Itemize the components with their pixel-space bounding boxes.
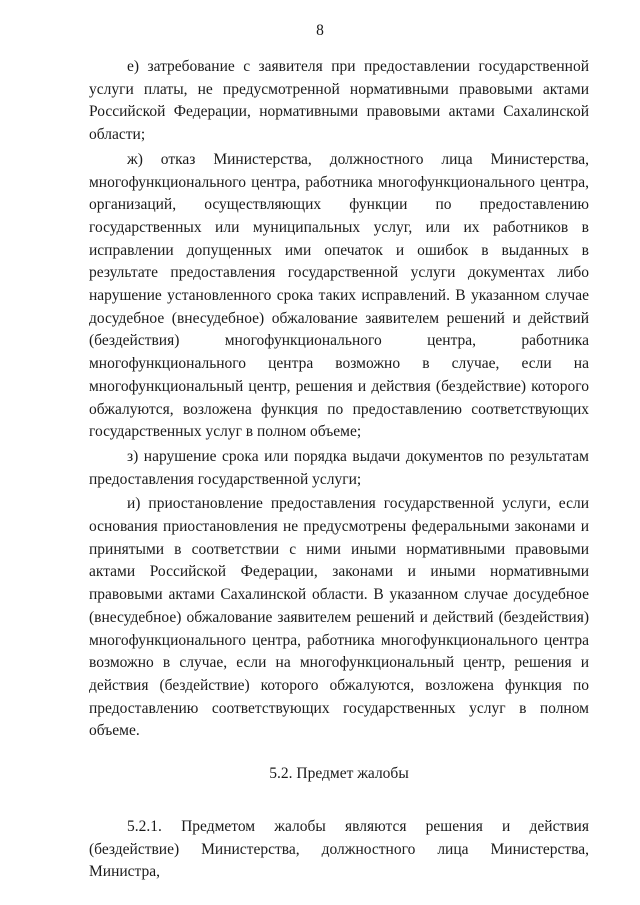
document-body <box>89 56 589 884</box>
paragraph-zh: ж) отказ Министерства, должностного лица Министерства, многофункционального центра, работника многофункционального центра, организаций, осуществляющих функции по предоставлению государственных или муниципальных услуг, или их работников в исправлении допущенных ими опечаток и ошибок в выданных в результате предоставления государственной услуги документах либо нарушение установленного срока таких исправлений. В указанном случае досудебное (внесудебное) обжалование заявителем решений и действий (бездействия) многофункционального центра, работника многофункционального центра возможно в случае, если на многофункциональный центр, решения и действия (бездействие) которого обжалуются, возложена функция по предоставлению соответствующих государственных услуг в полном объеме; <box>89 150 589 441</box>
page-number: 8 <box>316 22 324 39</box>
paragraph-e: е) затребование с заявителя при предоставлении государственной услуги платы, не предусмотренной нормативными правовыми актами Российской Федерации, нормативными правовыми актами Сахалинской области; <box>89 58 589 144</box>
paragraph-z: з) нарушение срока или порядка выдачи документов по результатам предоставления государственной услуги; <box>89 447 589 488</box>
section-paragraph: 5.2.1. Предметом жалобы являются решения и действия (бездействие) Министерства, должностного лица Министерства, Министра, <box>89 817 589 881</box>
paragraph-i: и) приостановление предоставления государственной услуги, если основания приостановления не предусмотрены федеральными законами и принятыми в соответствии с ними иными нормативными правовыми актами Российской Федерации, законами и иными нормативными правовыми актами Сахалинской области. В указанном случае досудебное (внесудебное) обжалование заявителем решений и действий (бездействия) многофункционального центра, работника многофункционального центра возможно в случае, если на многофункциональный центр, решения и действия (бездействие) которого обжалуются, возложена функция по предоставлению соответствующих государственных услуг в полном объеме. <box>89 495 589 740</box>
section-heading: 5.2. Предмет жалобы <box>269 765 409 783</box>
